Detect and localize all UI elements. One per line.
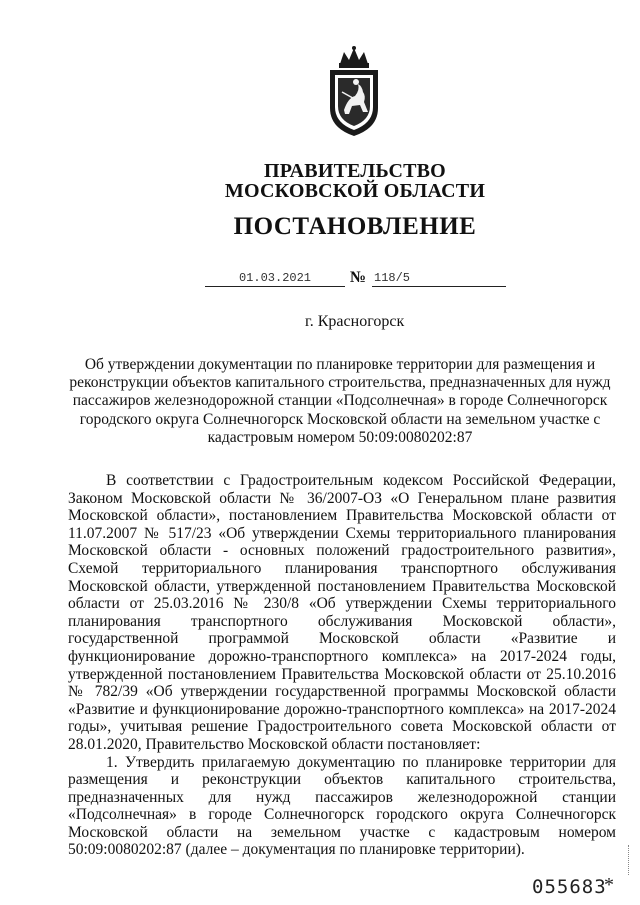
coat-of-arms-icon xyxy=(322,46,386,138)
city-location: г. Красногорск xyxy=(305,313,405,330)
number-sign: № xyxy=(350,269,367,286)
page-edge-mark xyxy=(628,845,632,875)
preamble-paragraph: В соответствии с Градостроительным кодексом Российской Федерации, Законом Московской области № 36/2007-ОЗ «О Генеральном плане развития Московской области», постановлением Правительства Московской области от 11.07.2007 № 517/23 «Об утверждении Схемы территориального планирования Московской области - основных положений градостроительного развития», Схемой территориального планирования транспортного обслуживания Московской области, утвержденной постановлением Правительства Московской области от 25.03.2016 № 230/8 «Об утверждении Схемы территориального планирования транспортного обслуживания Московской области», государственной программой Московской области «Развитие и функционирование дорожно-транспортного комплекса» на 2017-2024 годы, утвержденной постановлением Правительства Московской области от 25.10.2016 № 782/39 «Об утверждении государственной программы Московской области «Развитие и функционирование дорожно-транспортного комплекса» на 2017-2024 годы», учитывая решение Градостроительного совета Московской области от 28.01.2020, Правительство Московской области постановляет: xyxy=(68,472,616,753)
document-date: 01.03.2021 xyxy=(205,270,345,287)
document-subject: Об утверждении документации по планировке территории для размещения и реконструкции объектов капитального строительства, предназначенных для нужд пассажиров железнодорожной станции «Подсолнечная» в городе Солнечногорск городского округа Солнечногорск Московской области на земельном участке с кадастровым номером 50:09:0080202:87 xyxy=(69,356,611,446)
serial-star-mark: * xyxy=(604,874,614,896)
serial-number: 055683 xyxy=(532,876,607,898)
org-name-line1: ПРАВИТЕЛЬСТВО xyxy=(264,160,446,182)
document-number: 118/5 xyxy=(372,270,506,287)
document-type-title: ПОСТАНОВЛЕНИЕ xyxy=(233,213,477,240)
document-body xyxy=(68,472,616,859)
item-1-paragraph: 1. Утвердить прилагаемую документацию по планировке территории для размещения и реконструкции объектов капитального строительства, предназначенных для нужд пассажиров железнодорожной станции «Подсолнечная» в городе Солнечногорск городского округа Солнечногорск Московской области на земельном участке с кадастровым номером 50:09:0080202:87 (далее – документация по планировке территории). xyxy=(68,753,616,859)
org-name-line2: МОСКОВСКОЙ ОБЛАСТИ xyxy=(224,180,486,202)
